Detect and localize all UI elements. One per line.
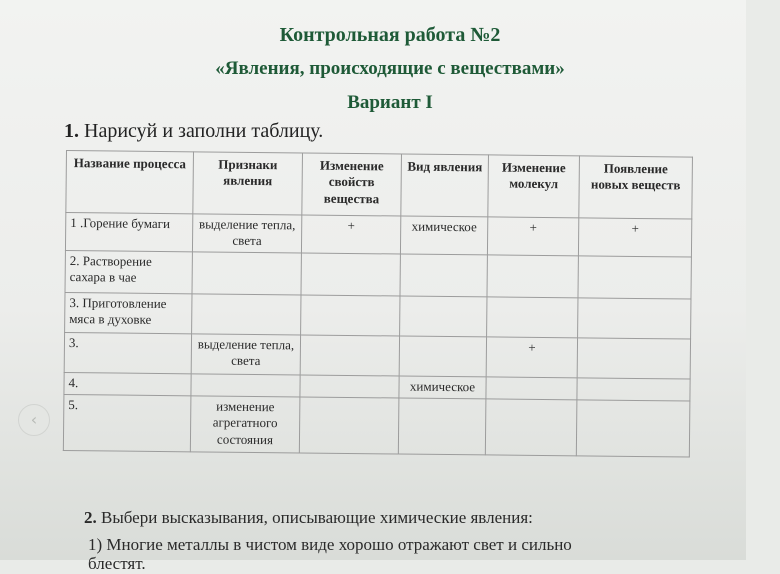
table-cell: 5. bbox=[63, 394, 191, 451]
previous-page-button[interactable] bbox=[18, 404, 50, 436]
table-cell bbox=[577, 378, 690, 401]
table-cell: + bbox=[486, 337, 577, 378]
task-2-text: Выбери высказывания, описывающие химические явления: bbox=[101, 508, 533, 527]
table-cell: выделение тепла, света bbox=[191, 334, 300, 375]
chevron-left-icon: ‹ bbox=[30, 410, 38, 429]
task-1-heading bbox=[64, 120, 323, 143]
table-cell bbox=[578, 256, 691, 299]
table-cell: 3. bbox=[64, 332, 191, 373]
phenomena-table bbox=[63, 150, 693, 458]
table-row bbox=[64, 332, 690, 379]
table-cell bbox=[577, 338, 690, 379]
task-1-number: 1. bbox=[64, 120, 79, 142]
table-cell: 2. Растворение сахара в чае bbox=[65, 250, 192, 293]
table-row bbox=[63, 394, 690, 457]
table-row bbox=[65, 213, 691, 258]
table-cell bbox=[301, 253, 400, 296]
variant-label: Вариант I bbox=[347, 92, 433, 113]
table-cell: выделение тепла, света bbox=[192, 214, 301, 253]
table-cell: химическое bbox=[400, 216, 487, 255]
page-title: Контрольная работа №2 bbox=[279, 24, 501, 46]
table-cell bbox=[301, 295, 400, 336]
column-header: Название процесса bbox=[66, 151, 194, 214]
column-header: Изменение молекул bbox=[488, 155, 580, 218]
column-header: Появление новых веществ bbox=[579, 156, 693, 219]
page-subtitle: «Явления, происходящие с веществами» bbox=[215, 58, 565, 79]
table-cell: химическое bbox=[399, 376, 486, 399]
table-cell bbox=[300, 375, 399, 398]
table-cell bbox=[399, 336, 486, 377]
table-cell bbox=[300, 335, 399, 376]
statement-1-line-1: 1) Многие металлы в чистом виде хорошо отражают свет и сильно bbox=[88, 535, 572, 554]
table-cell: + bbox=[578, 218, 691, 257]
column-header: Вид явления bbox=[401, 154, 489, 217]
table-cell bbox=[487, 297, 578, 338]
table-cell: 4. bbox=[64, 372, 191, 395]
column-header: Признаки явления bbox=[193, 152, 303, 215]
statement-1-line-2: блестят. bbox=[88, 554, 146, 573]
task-2-heading bbox=[84, 508, 533, 528]
table-cell bbox=[485, 399, 577, 456]
table-cell bbox=[576, 400, 690, 457]
table-cell: + bbox=[301, 215, 400, 254]
column-header: Изменение свойств вещества bbox=[302, 153, 402, 216]
table-cell bbox=[398, 398, 486, 455]
table-cell bbox=[192, 252, 301, 295]
task-1-text: Нарисуй и заполни таблицу. bbox=[84, 120, 324, 142]
table-cell bbox=[191, 374, 300, 397]
table-cell bbox=[299, 397, 399, 454]
task-2-number: 2. bbox=[84, 508, 97, 527]
table-cell: 3. Приготовление мяса в духовке bbox=[65, 292, 192, 333]
table-cell bbox=[192, 294, 301, 335]
table-cell: + bbox=[487, 217, 578, 256]
table-row bbox=[65, 250, 691, 299]
table-cell: 1 .Горение бумаги bbox=[65, 213, 192, 252]
table-cell bbox=[578, 298, 691, 339]
table-cell bbox=[486, 377, 577, 400]
table-cell bbox=[400, 296, 487, 337]
table-cell: изменение агрегатного состояния bbox=[190, 396, 300, 453]
table-cell bbox=[487, 255, 578, 298]
table-row bbox=[65, 292, 691, 339]
table-header-row bbox=[66, 151, 693, 220]
table-cell bbox=[400, 254, 487, 297]
